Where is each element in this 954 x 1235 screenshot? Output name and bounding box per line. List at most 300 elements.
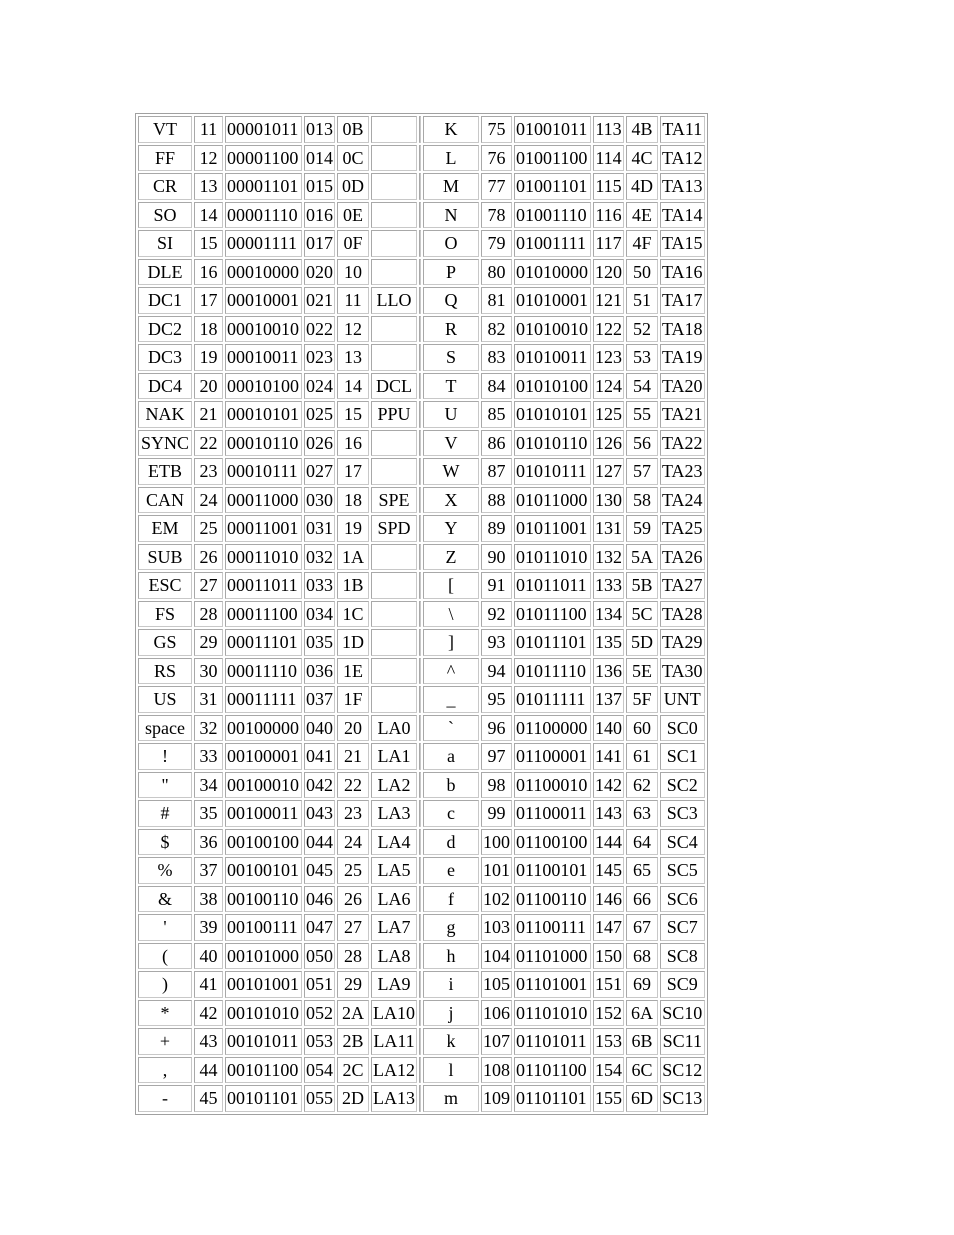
left-hex-cell: 0C	[337, 145, 369, 172]
column-separator	[419, 515, 421, 542]
table-row	[138, 316, 705, 343]
column-separator	[419, 971, 421, 998]
left-char-name-cell: CAN	[138, 487, 192, 514]
right-octal-cell: 150	[593, 943, 624, 970]
left-char-name-cell: DC1	[138, 287, 192, 314]
left-decimal-cell: 44	[194, 1057, 223, 1084]
column-separator	[419, 344, 421, 371]
right-char-name-cell: k	[423, 1028, 479, 1055]
right-binary-cell: 01100101	[514, 857, 591, 884]
left-gpib-code-cell: LA2	[371, 772, 417, 799]
right-octal-cell: 153	[593, 1028, 624, 1055]
left-decimal-cell: 19	[194, 344, 223, 371]
table-row	[138, 401, 705, 428]
column-separator	[419, 487, 421, 514]
right-binary-cell: 01011101	[514, 629, 591, 656]
right-binary-cell: 01010111	[514, 458, 591, 485]
right-octal-cell: 116	[593, 202, 624, 229]
left-decimal-cell: 11	[194, 116, 223, 143]
column-separator	[419, 430, 421, 457]
left-binary-cell: 00010001	[225, 287, 302, 314]
left-binary-cell: 00100001	[225, 743, 302, 770]
right-char-name-cell: R	[423, 316, 479, 343]
left-char-name-cell: DC3	[138, 344, 192, 371]
left-binary-cell: 00101000	[225, 943, 302, 970]
right-octal-cell: 144	[593, 829, 624, 856]
right-gpib-code-cell: SC2	[660, 772, 705, 799]
right-hex-cell: 6D	[626, 1085, 658, 1112]
right-gpib-code-cell: SC1	[660, 743, 705, 770]
table-row	[138, 544, 705, 571]
right-gpib-code-cell: TA12	[660, 145, 705, 172]
right-gpib-code-cell: TA19	[660, 344, 705, 371]
left-char-name-cell: CR	[138, 173, 192, 200]
left-gpib-code-cell	[371, 202, 417, 229]
right-hex-cell: 5A	[626, 544, 658, 571]
left-hex-cell: 10	[337, 259, 369, 286]
left-binary-cell: 00011111	[225, 686, 302, 713]
right-decimal-cell: 90	[481, 544, 512, 571]
right-octal-cell: 130	[593, 487, 624, 514]
right-binary-cell: 01101010	[514, 1000, 591, 1027]
right-decimal-cell: 89	[481, 515, 512, 542]
left-gpib-code-cell	[371, 572, 417, 599]
table-row	[138, 1028, 705, 1055]
column-separator	[419, 259, 421, 286]
right-gpib-code-cell: SC4	[660, 829, 705, 856]
left-decimal-cell: 15	[194, 230, 223, 257]
left-binary-cell: 00010100	[225, 373, 302, 400]
right-binary-cell: 01100110	[514, 886, 591, 913]
left-octal-cell: 015	[304, 173, 335, 200]
right-binary-cell: 01010110	[514, 430, 591, 457]
right-decimal-cell: 86	[481, 430, 512, 457]
column-separator	[419, 800, 421, 827]
left-octal-cell: 050	[304, 943, 335, 970]
right-decimal-cell: 91	[481, 572, 512, 599]
left-char-name-cell: %	[138, 857, 192, 884]
right-octal-cell: 143	[593, 800, 624, 827]
left-octal-cell: 037	[304, 686, 335, 713]
right-binary-cell: 01011110	[514, 658, 591, 685]
left-char-name-cell: ETB	[138, 458, 192, 485]
table-row	[138, 743, 705, 770]
right-gpib-code-cell: SC11	[660, 1028, 705, 1055]
left-decimal-cell: 27	[194, 572, 223, 599]
right-decimal-cell: 79	[481, 230, 512, 257]
left-octal-cell: 055	[304, 1085, 335, 1112]
left-binary-cell: 00011101	[225, 629, 302, 656]
column-separator	[419, 173, 421, 200]
right-binary-cell: 01011001	[514, 515, 591, 542]
left-binary-cell: 00101101	[225, 1085, 302, 1112]
left-binary-cell: 00101100	[225, 1057, 302, 1084]
right-octal-cell: 113	[593, 116, 624, 143]
left-gpib-code-cell	[371, 544, 417, 571]
right-char-name-cell: X	[423, 487, 479, 514]
right-gpib-code-cell: TA29	[660, 629, 705, 656]
right-binary-cell: 01011100	[514, 601, 591, 628]
column-separator	[419, 715, 421, 742]
right-binary-cell: 01001100	[514, 145, 591, 172]
left-char-name-cell: ESC	[138, 572, 192, 599]
left-gpib-code-cell	[371, 658, 417, 685]
left-decimal-cell: 31	[194, 686, 223, 713]
column-separator	[419, 1000, 421, 1027]
left-binary-cell: 00010010	[225, 316, 302, 343]
right-decimal-cell: 97	[481, 743, 512, 770]
right-char-name-cell: [	[423, 572, 479, 599]
left-char-name-cell: "	[138, 772, 192, 799]
left-binary-cell: 00010111	[225, 458, 302, 485]
column-separator	[419, 886, 421, 913]
left-octal-cell: 042	[304, 772, 335, 799]
right-gpib-code-cell: SC10	[660, 1000, 705, 1027]
table-row	[138, 914, 705, 941]
left-hex-cell: 1C	[337, 601, 369, 628]
left-decimal-cell: 18	[194, 316, 223, 343]
right-octal-cell: 121	[593, 287, 624, 314]
right-octal-cell: 125	[593, 401, 624, 428]
left-binary-cell: 00001101	[225, 173, 302, 200]
right-char-name-cell: _	[423, 686, 479, 713]
left-decimal-cell: 39	[194, 914, 223, 941]
left-hex-cell: 17	[337, 458, 369, 485]
left-decimal-cell: 32	[194, 715, 223, 742]
left-gpib-code-cell: LA3	[371, 800, 417, 827]
right-gpib-code-cell: SC3	[660, 800, 705, 827]
right-gpib-code-cell: SC9	[660, 971, 705, 998]
left-gpib-code-cell: LA13	[371, 1085, 417, 1112]
left-octal-cell: 027	[304, 458, 335, 485]
right-binary-cell: 01101011	[514, 1028, 591, 1055]
left-binary-cell: 00100110	[225, 886, 302, 913]
table-row	[138, 344, 705, 371]
left-gpib-code-cell	[371, 116, 417, 143]
right-octal-cell: 117	[593, 230, 624, 257]
right-octal-cell: 134	[593, 601, 624, 628]
left-hex-cell: 27	[337, 914, 369, 941]
right-binary-cell: 01011000	[514, 487, 591, 514]
column-separator	[419, 458, 421, 485]
column-separator	[419, 601, 421, 628]
right-char-name-cell: Z	[423, 544, 479, 571]
right-char-name-cell: M	[423, 173, 479, 200]
column-separator	[419, 914, 421, 941]
left-decimal-cell: 30	[194, 658, 223, 685]
column-separator	[419, 401, 421, 428]
right-char-name-cell: T	[423, 373, 479, 400]
left-char-name-cell: SUB	[138, 544, 192, 571]
right-hex-cell: 55	[626, 401, 658, 428]
right-gpib-code-cell: TA15	[660, 230, 705, 257]
left-decimal-cell: 26	[194, 544, 223, 571]
table-row	[138, 572, 705, 599]
table-row	[138, 373, 705, 400]
right-gpib-code-cell: SC7	[660, 914, 705, 941]
right-octal-cell: 115	[593, 173, 624, 200]
table-row	[138, 145, 705, 172]
right-decimal-cell: 85	[481, 401, 512, 428]
right-decimal-cell: 100	[481, 829, 512, 856]
left-hex-cell: 2A	[337, 1000, 369, 1027]
left-binary-cell: 00101011	[225, 1028, 302, 1055]
left-gpib-code-cell	[371, 173, 417, 200]
left-hex-cell: 0E	[337, 202, 369, 229]
right-gpib-code-cell: TA18	[660, 316, 705, 343]
left-char-name-cell: *	[138, 1000, 192, 1027]
right-char-name-cell: O	[423, 230, 479, 257]
column-separator	[419, 1085, 421, 1112]
table-row	[138, 629, 705, 656]
column-separator	[419, 202, 421, 229]
right-decimal-cell: 102	[481, 886, 512, 913]
right-gpib-code-cell: TA24	[660, 487, 705, 514]
left-binary-cell: 00001011	[225, 116, 302, 143]
right-binary-cell: 01011011	[514, 572, 591, 599]
right-octal-cell: 155	[593, 1085, 624, 1112]
left-char-name-cell: (	[138, 943, 192, 970]
left-gpib-code-cell: LA10	[371, 1000, 417, 1027]
right-gpib-code-cell: TA16	[660, 259, 705, 286]
right-decimal-cell: 94	[481, 658, 512, 685]
column-separator	[419, 829, 421, 856]
column-separator	[419, 857, 421, 884]
left-char-name-cell: #	[138, 800, 192, 827]
right-hex-cell: 58	[626, 487, 658, 514]
table-row	[138, 715, 705, 742]
right-char-name-cell: Q	[423, 287, 479, 314]
right-hex-cell: 57	[626, 458, 658, 485]
table-row	[138, 686, 705, 713]
left-hex-cell: 12	[337, 316, 369, 343]
right-hex-cell: 64	[626, 829, 658, 856]
right-gpib-code-cell: TA14	[660, 202, 705, 229]
left-char-name-cell: DLE	[138, 259, 192, 286]
left-hex-cell: 13	[337, 344, 369, 371]
left-octal-cell: 013	[304, 116, 335, 143]
right-char-name-cell: f	[423, 886, 479, 913]
left-octal-cell: 053	[304, 1028, 335, 1055]
right-hex-cell: 6A	[626, 1000, 658, 1027]
right-hex-cell: 63	[626, 800, 658, 827]
left-binary-cell: 00010000	[225, 259, 302, 286]
right-hex-cell: 67	[626, 914, 658, 941]
left-octal-cell: 032	[304, 544, 335, 571]
left-char-name-cell: EM	[138, 515, 192, 542]
right-gpib-code-cell: SC8	[660, 943, 705, 970]
right-char-name-cell: ]	[423, 629, 479, 656]
right-hex-cell: 5E	[626, 658, 658, 685]
table-row	[138, 230, 705, 257]
right-decimal-cell: 106	[481, 1000, 512, 1027]
left-gpib-code-cell: LA8	[371, 943, 417, 970]
right-gpib-code-cell: TA17	[660, 287, 705, 314]
table-row	[138, 487, 705, 514]
right-binary-cell: 01010000	[514, 259, 591, 286]
left-char-name-cell: &	[138, 886, 192, 913]
left-octal-cell: 031	[304, 515, 335, 542]
left-gpib-code-cell: DCL	[371, 373, 417, 400]
right-gpib-code-cell: SC5	[660, 857, 705, 884]
right-binary-cell: 01010100	[514, 373, 591, 400]
left-octal-cell: 017	[304, 230, 335, 257]
column-separator	[419, 316, 421, 343]
right-binary-cell: 01101101	[514, 1085, 591, 1112]
right-hex-cell: 61	[626, 743, 658, 770]
left-char-name-cell: '	[138, 914, 192, 941]
table-row	[138, 971, 705, 998]
left-binary-cell: 00101010	[225, 1000, 302, 1027]
right-hex-cell: 5B	[626, 572, 658, 599]
right-hex-cell: 4D	[626, 173, 658, 200]
right-char-name-cell: L	[423, 145, 479, 172]
left-binary-cell: 00010011	[225, 344, 302, 371]
right-gpib-code-cell: SC0	[660, 715, 705, 742]
right-binary-cell: 01101000	[514, 943, 591, 970]
left-char-name-cell: -	[138, 1085, 192, 1112]
right-char-name-cell: N	[423, 202, 479, 229]
column-separator	[419, 1057, 421, 1084]
left-decimal-cell: 20	[194, 373, 223, 400]
left-hex-cell: 22	[337, 772, 369, 799]
left-char-name-cell: RS	[138, 658, 192, 685]
left-binary-cell: 00010110	[225, 430, 302, 457]
right-gpib-code-cell: TA20	[660, 373, 705, 400]
right-binary-cell: 01010011	[514, 344, 591, 371]
right-binary-cell: 01100100	[514, 829, 591, 856]
left-decimal-cell: 43	[194, 1028, 223, 1055]
right-hex-cell: 4E	[626, 202, 658, 229]
left-octal-cell: 040	[304, 715, 335, 742]
right-char-name-cell: `	[423, 715, 479, 742]
left-octal-cell: 054	[304, 1057, 335, 1084]
right-decimal-cell: 107	[481, 1028, 512, 1055]
left-hex-cell: 23	[337, 800, 369, 827]
left-decimal-cell: 24	[194, 487, 223, 514]
left-octal-cell: 023	[304, 344, 335, 371]
left-char-name-cell: FF	[138, 145, 192, 172]
left-hex-cell: 1B	[337, 572, 369, 599]
left-decimal-cell: 12	[194, 145, 223, 172]
right-char-name-cell: c	[423, 800, 479, 827]
left-binary-cell: 00100010	[225, 772, 302, 799]
right-octal-cell: 122	[593, 316, 624, 343]
right-octal-cell: 133	[593, 572, 624, 599]
left-gpib-code-cell: SPD	[371, 515, 417, 542]
left-hex-cell: 0D	[337, 173, 369, 200]
right-binary-cell: 01010101	[514, 401, 591, 428]
right-octal-cell: 146	[593, 886, 624, 913]
left-decimal-cell: 33	[194, 743, 223, 770]
left-char-name-cell: DC4	[138, 373, 192, 400]
left-binary-cell: 00001100	[225, 145, 302, 172]
right-decimal-cell: 84	[481, 373, 512, 400]
left-octal-cell: 033	[304, 572, 335, 599]
right-gpib-code-cell: TA28	[660, 601, 705, 628]
right-gpib-code-cell: SC6	[660, 886, 705, 913]
right-binary-cell: 01101100	[514, 1057, 591, 1084]
left-gpib-code-cell: LA0	[371, 715, 417, 742]
right-char-name-cell: g	[423, 914, 479, 941]
column-separator	[419, 772, 421, 799]
left-decimal-cell: 36	[194, 829, 223, 856]
right-hex-cell: 66	[626, 886, 658, 913]
right-binary-cell: 01100010	[514, 772, 591, 799]
left-decimal-cell: 22	[194, 430, 223, 457]
right-char-name-cell: U	[423, 401, 479, 428]
left-octal-cell: 034	[304, 601, 335, 628]
right-hex-cell: 69	[626, 971, 658, 998]
left-char-name-cell: DC2	[138, 316, 192, 343]
column-separator	[419, 287, 421, 314]
left-gpib-code-cell: LLO	[371, 287, 417, 314]
left-octal-cell: 036	[304, 658, 335, 685]
right-gpib-code-cell: TA13	[660, 173, 705, 200]
column-separator	[419, 943, 421, 970]
left-hex-cell: 1A	[337, 544, 369, 571]
right-hex-cell: 51	[626, 287, 658, 314]
left-decimal-cell: 25	[194, 515, 223, 542]
left-char-name-cell: NAK	[138, 401, 192, 428]
right-octal-cell: 145	[593, 857, 624, 884]
right-hex-cell: 53	[626, 344, 658, 371]
left-gpib-code-cell	[371, 458, 417, 485]
left-octal-cell: 022	[304, 316, 335, 343]
left-octal-cell: 021	[304, 287, 335, 314]
column-separator	[419, 1028, 421, 1055]
left-octal-cell: 024	[304, 373, 335, 400]
left-gpib-code-cell: PPU	[371, 401, 417, 428]
right-char-name-cell: m	[423, 1085, 479, 1112]
left-hex-cell: 11	[337, 287, 369, 314]
right-decimal-cell: 87	[481, 458, 512, 485]
left-decimal-cell: 21	[194, 401, 223, 428]
left-decimal-cell: 38	[194, 886, 223, 913]
right-hex-cell: 6B	[626, 1028, 658, 1055]
right-octal-cell: 137	[593, 686, 624, 713]
column-separator	[419, 686, 421, 713]
right-hex-cell: 4F	[626, 230, 658, 257]
left-char-name-cell: )	[138, 971, 192, 998]
left-char-name-cell: VT	[138, 116, 192, 143]
left-gpib-code-cell	[371, 145, 417, 172]
left-binary-cell: 00010101	[225, 401, 302, 428]
right-binary-cell: 01001101	[514, 173, 591, 200]
right-gpib-code-cell: TA11	[660, 116, 705, 143]
left-gpib-code-cell	[371, 601, 417, 628]
left-hex-cell: 19	[337, 515, 369, 542]
right-char-name-cell: d	[423, 829, 479, 856]
left-hex-cell: 24	[337, 829, 369, 856]
left-gpib-code-cell: LA7	[371, 914, 417, 941]
left-binary-cell: 00100100	[225, 829, 302, 856]
left-char-name-cell: FS	[138, 601, 192, 628]
left-char-name-cell: SI	[138, 230, 192, 257]
right-decimal-cell: 77	[481, 173, 512, 200]
table-row	[138, 601, 705, 628]
left-octal-cell: 043	[304, 800, 335, 827]
right-char-name-cell: h	[423, 943, 479, 970]
right-octal-cell: 132	[593, 544, 624, 571]
right-decimal-cell: 95	[481, 686, 512, 713]
column-separator	[419, 629, 421, 656]
right-decimal-cell: 108	[481, 1057, 512, 1084]
right-gpib-code-cell: TA22	[660, 430, 705, 457]
right-hex-cell: 52	[626, 316, 658, 343]
left-char-name-cell: US	[138, 686, 192, 713]
right-binary-cell: 01001011	[514, 116, 591, 143]
